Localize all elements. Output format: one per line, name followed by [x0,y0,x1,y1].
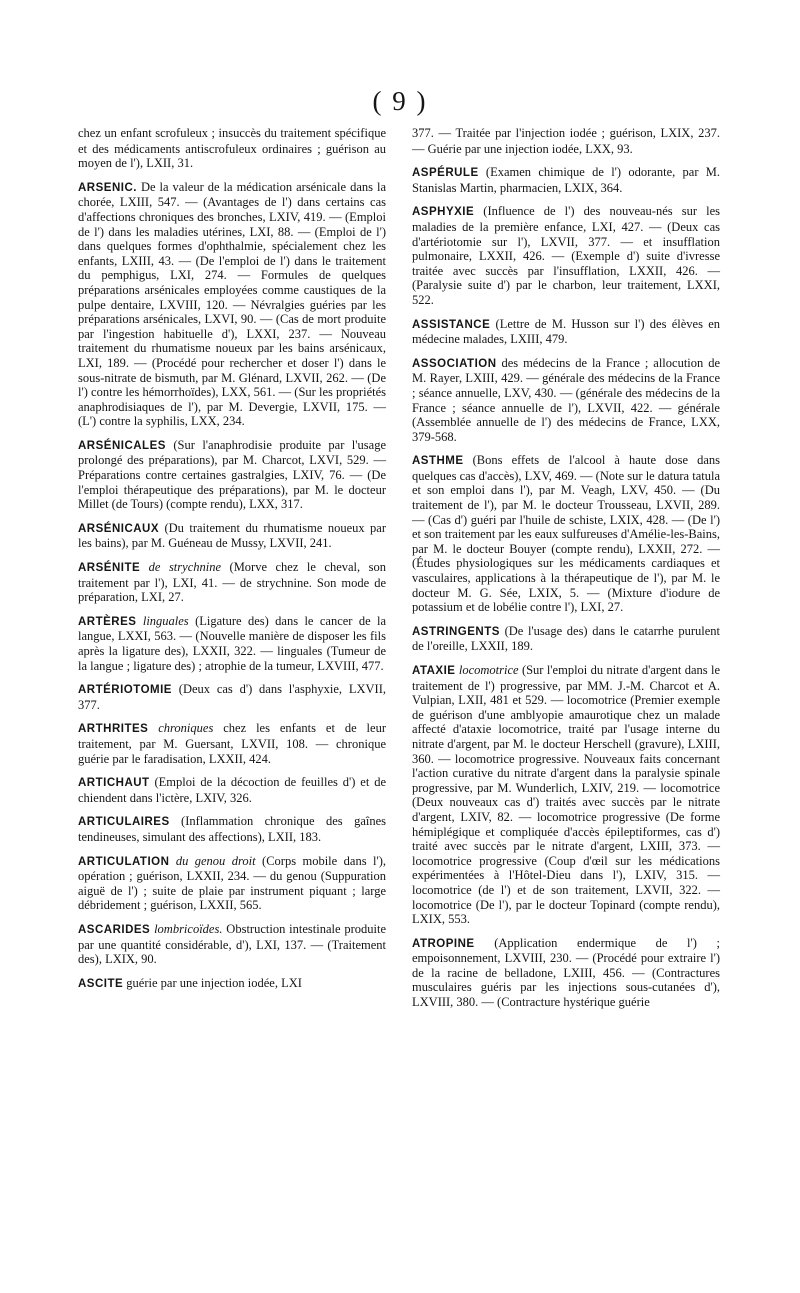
entry-text: 377. — Traitée par l'injection iodée ; guérison, LXIX, 237. — Guérie par une injection iodée, LXX, 93. [412,126,720,156]
entry-text: Obstruction intestinale produite par une quantité considérable, d'), LXI, 137. — (Traitement des), LXIX, 90. [78,921,386,967]
entry-text: (Sur l'anaphrodisie produite par l'usage prolongé des préparations), par M. Charcot, LXVI, 529. — Préparations contre certaines gastralgies, LXIV, 76. — (De l'emploi thérapeutique des préparations), par M. le docteur Millet (de Tours) (compte rendu), LXX, 317. [78,437,386,512]
entry-text: (Du traitement du rhumatisme noueux par les bains), par M. Guéneau de Mussy, LXVII, 241. [78,520,387,551]
entry-headword: ARTÉRIOTOMIE [78,684,172,697]
entry-text: De la valeur de la médication arsénicale dans la chorée, LXIII, 547. — (Avantages de l') dans certains cas d'affections chroniques des bronches, LXIV, 419. — (Emploi de l') dans les maladies utérines, LXI, 88. — (Emploi de l') dans quelques formes d'ophthalmie, spécialement chez les enfants, LXIII, 43. — (De l'emploi de l') dans le traitement du pemphigus, LXI, 274. — Formules de quelques préparations arsénicales employées comme caustiques de la pulpe dentaire, LXVIII, 120. — Névralgies guéries par les préparations arsénicales, LXVI, 90. — (Cas de mort produite par l'ingestion habituelle d'), LXXI, 237. — Nouveau traitement du rhumatisme noueux par les bains arsénicaux, LXI, 189. — (Procédé pour rechercher et doser l') dans le sous-nitrate de bismuth, par M. Glénard, LXVII, 262. — (De l') contre les hémorrhoïdes), LXX, 561. — (Sur les propriétés anaphrodisiaques de l'), par M. Devergie, LXVII, 175. — (L') contre la syphilis, LXX, 234. [78,179,386,429]
index-entry [78,775,386,805]
index-entry [412,126,720,156]
index-entry [412,204,720,307]
entry-headword: ARTÈRES [78,615,137,628]
entry-text: (Deux cas d') dans l'asphyxie, LXVII, 377. [78,682,387,712]
page-number: ( 9 ) [372,86,428,116]
entry-text: (Emploi de la décoction de feuilles d') et de chiendent dans l'ictère, LXIV, 326. [78,775,387,805]
entry-text: (Examen chimique de l') odorante, par M. Stanislas Martin, pharmacien, LXIX, 364. [412,165,721,195]
entry-qualifier: chroniques [158,721,214,736]
index-entry [412,356,720,445]
entry-qualifier: linguales [142,613,189,628]
index-entry [78,438,386,512]
entry-qualifier: du genou droit [175,853,256,868]
entry-text: (Morve chez le cheval, son traitement par l'), LXI, 41. — de strychnine. Son mode de préparation, LXI, 27. [78,560,387,605]
entry-headword: ASTRINGENTS [412,625,500,638]
entry-text: guérie par une injection iodée, LXI [126,975,302,990]
entry-headword: ASPHYXIE [412,206,475,219]
index-entry [78,854,386,913]
index-entry [412,317,720,347]
index-entry [78,976,386,992]
index-entry [78,614,386,673]
index-entry [412,624,720,654]
entry-qualifier: locomotrice [458,663,519,677]
entry-headword: ARSÉNICAUX [78,522,160,535]
entry-qualifier: lombricoïdes. [154,921,223,936]
index-entry [78,682,386,712]
index-entry [78,180,386,429]
entry-headword: ASSISTANCE [412,318,491,331]
index-entry [412,663,720,927]
entry-headword: ASSOCIATION [412,357,497,370]
left-column [78,126,386,1000]
entry-headword: ATROPINE [412,937,475,950]
entry-headword: ASTHME [412,455,464,468]
right-column [412,126,720,1019]
entry-headword: ARTICHAUT [78,777,150,790]
entry-text: (Lettre de M. Husson sur l') des élèves en médecine malades, LXIII, 479. [412,316,721,347]
entry-text: (Sur l'emploi du nitrate d'argent dans le traitement de l') progressive, par MM. J.-M. Charcot et A. Vulpian, LXII, 481 et 529. — locomotrice (Premier exemple de guérison d'une amblyopie amaurotique chez un malade affecté d'ataxie locomotrice, traité par l'usage interne du nitrate d'argent, par M. le docteur Herschell (gravure), LXIII, 360. — locomotrice progressive. Nouveaux faits concernant l'action curative du nitrate d'argent dans la paralysie spinale progressive, par M. Wunderlich, LXIV, 219. — locomotrice (Deux nouveaux cas d') traités avec succès par le nitrate d'argent, LXIV, 82. — locomotrice progressive (De forme hémiplégique et compliquée d'accès épileptiformes, cas d') traité avec succès par le nitrate d'argent, LXIII, 373. — locomotrice progressive (Coup d'œil sur les médications expérimentées à l'Hôtel-Dieu dans l'), LXIV, 315. — locomotrice (de l') et de son traitement, LXVII, 322. — locomotrice (De l'), par le docteur Topinard (compte rendu), LXIX, 553. [412,663,721,927]
index-entry [412,453,720,615]
entry-text: (Influence de l') des nouveau-nés sur les maladies de la première enfance, LXI, 427. — (Deux cas d'artériotomie sur l'), LXVII, 377. — et insufflation pulmonaire, LXXII, 426. — (Exemple d') suite d'ivresse traitée avec succès par l'insufflation, LXXII, 426. — (Paralysie suite d') par le charbon, leur traitement, LXXI, 522. [412,204,721,307]
index-entry [78,922,386,967]
entry-text: (Ligature des) dans le cancer de la langue, LXXI, 563. — (Nouvelle manière de disposer les fils après la ligature des), LXXII, 322. — linguales (Tumeur de la langue ; ligature des) ; atrophie de la tumeur, LXVIII, 477. [78,613,387,673]
index-entry [412,165,720,195]
entry-text: (Application endermique de l') ; empoisonnement, LXVIII, 230. — (Procédé pour extraire l') de la racine de belladone, LXIII, 456. — (Contractures musculaires guéris par les injections sous-cutanées d'), LXVIII, 380. — (Contracture hystérique guérie [412,935,721,1010]
entry-headword: ARTICULATION [78,855,170,868]
entry-headword: ARTICULAIRES [78,816,170,829]
entry-text: des médecins de la France ; allocution de M. Rayer, LXIII, 429. — générale des médecins de la France ; séance annuelle, LXV, 430. — (générale des médecins de la France ; séance annuelle de l'), LXVII, 422. — générale (Assemblée annuelle de l') des médecins de France, LXX, 379-568. [412,355,720,444]
entry-qualifier: de strychnine [148,560,222,575]
entry-headword: ARTHRITES [78,723,149,736]
entry-text: chez les enfants et de leur traitement, par M. Guersant, LXVII, 108. — chronique guérie par le faradisation, LXXII, 424. [78,721,386,766]
entry-headword: ASCITE [78,977,124,990]
entry-text: (De l'usage des) dans le catarrhe purulent de l'oreille, LXXII, 189. [412,623,720,654]
index-entry [78,560,386,605]
index-entry [78,814,386,844]
entry-headword: ATAXIE [412,665,456,677]
entry-text: (Bons effets de l'alcool à haute dose dans quelques cas d'accès), LXV, 469. — (Note sur le datura tatula et son emploi dans l'), par M. Veagh, LXV, 450. — (Du traitement de l'), par M. le docteur Trousseau, LXVII, 289. — (Cas d') guéri par l'huile de schiste, LXIX, 428. — (De l') et son traitement par les eaux sulfureuses d'Amélie-les-Bains, par M. le docteur Bouyer (compte rendu), LXXII, 272. — (Études physiologiques sur les médicaments cardiaques et vasculaires, applications à la thérapeutique de l'), par M. le docteur M. G. Sée, LXIX, 5. — (Mixture d'iodure de potassium et de lobélie contre l'), LXI, 27. [412,453,721,615]
index-entry [412,936,720,1010]
entry-headword: ARSÉNITE [78,562,141,575]
entry-text: (Corps mobile dans l'), opération ; guérison, LXXII, 234. — du genou (Suppuration aiguë de l') ; suite de plaie par instrument piquant ; large débridement ; guérison, LXXII, 565. [78,853,386,913]
entry-text: (Inflammation chronique des gaînes tendineuses, simulant des affections), LXII, 183. [78,814,387,844]
entry-headword: ARSÉNICALES [78,439,166,452]
index-entry: chez un enfant scrofuleux ; insuccès du traitement spécifique et des médicaments antiscrofuleux ordinaires ; guérison au moyen de l'), LXII, 31. [78,126,386,171]
index-entry [78,521,386,551]
entry-headword: ASCARIDES [78,923,151,936]
entry-headword: ASPÉRULE [412,167,479,180]
index-entry [78,721,386,766]
entry-headword: ARSENIC. [78,181,137,194]
